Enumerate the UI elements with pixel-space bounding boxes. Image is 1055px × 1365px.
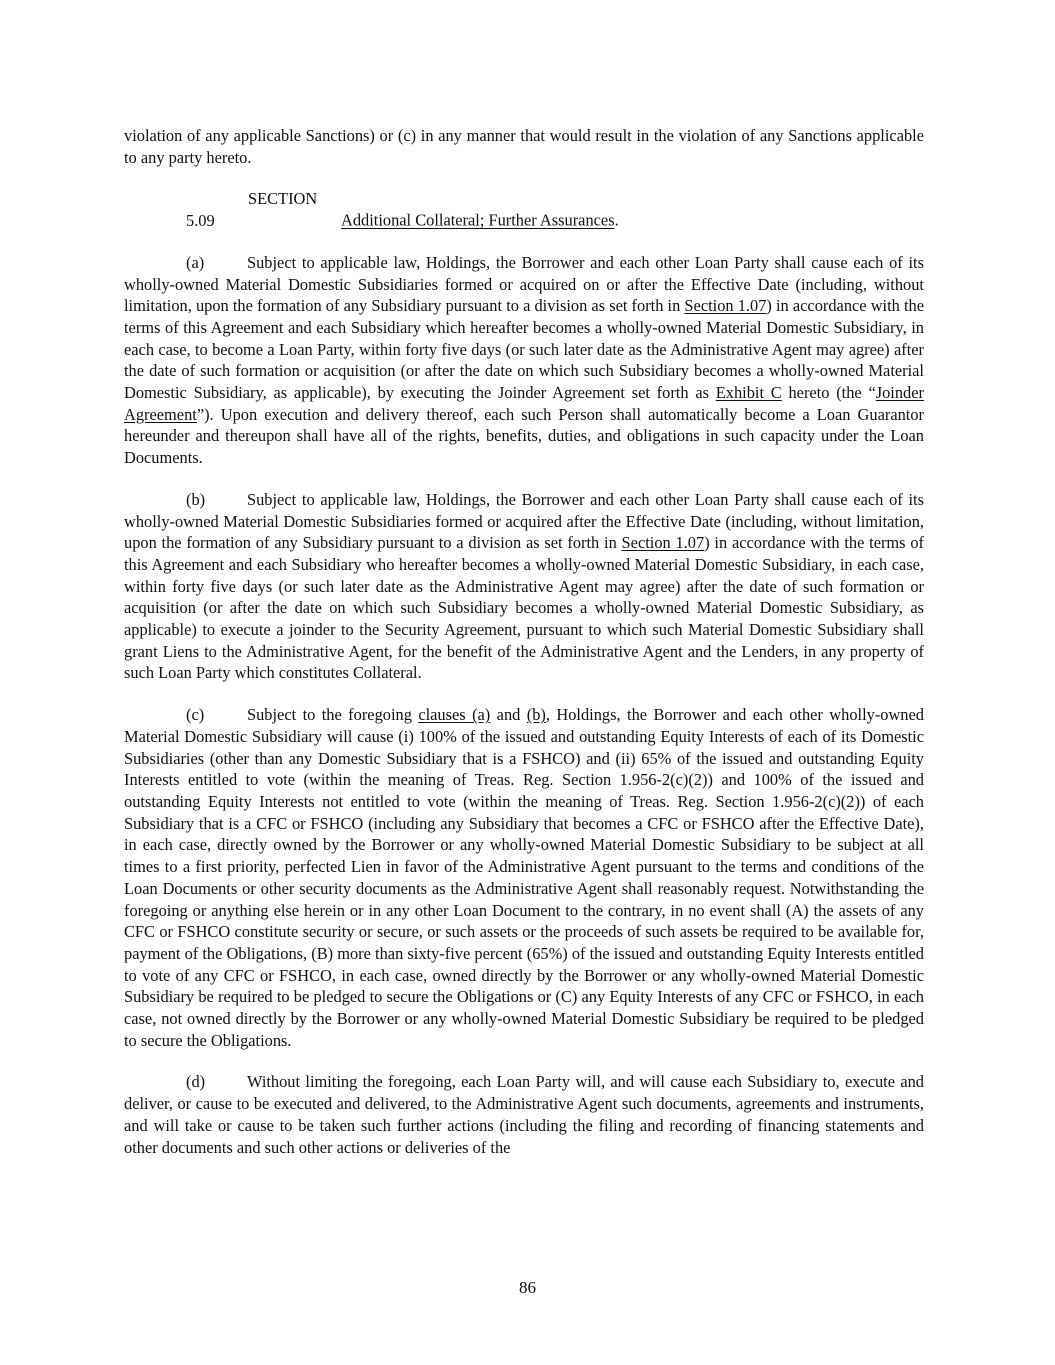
section-1-07-reference: Section 1.07 — [684, 296, 767, 316]
paragraph-c-label: (c) — [186, 705, 205, 725]
paragraph-a-label: (a) — [186, 252, 205, 272]
section-1-07-reference: Section 1.07 — [621, 533, 705, 553]
paragraph-b-text-1: Subject to applicable law, Holdings, the Borrower and each other Loan Party shall cause each of its wholly-owned Material Domestic Subsidiaries formed or acquired after the Effective Date (including, without limitation, upon the formation of any Subsidiary pursuant to a division as set forth in — [124, 489, 924, 553]
section-title-end: . — [614, 211, 619, 231]
intro-paragraph — [124, 125, 924, 168]
paragraph-c-text-2: and — [490, 705, 527, 725]
paragraph-b — [124, 489, 924, 684]
paragraph-b-text-2: ) in accordance with the terms of this Agreement and each Subsidiary who hereafter becomes a wholly-owned Material Domestic Subsidiary, in each case, within forty five days (or such later date as the Administrative Agent may agree) after the date of such formation or acquisition (or after the date on which such Subsidiary becomes a wholly-owned Material Domestic Subsidiary, as applicable) to execute a joinder to the Security Agreement, pursuant to which such Material Domestic Subsidiary shall grant Liens to the Administrative Agent, for the benefit of the Administrative Agent and the Lenders, in any property of such Loan Party which constitutes Collateral. — [124, 533, 924, 683]
section-heading — [124, 188, 924, 231]
section-title: Additional Collateral; Further Assurances — [341, 211, 615, 231]
paragraph-d-text-1: Without limiting the foregoing, each Loan Party will, and will cause each Subsidiary to, execute and deliver, or cause to be executed and delivered, to the Administrative Agent such documents, agreements and instruments, and will take or cause to be taken such further actions (including the filing and recording of financing statements and other documents and such other actions or deliveries of the — [124, 1072, 924, 1157]
paragraph-a — [124, 252, 924, 469]
paragraph-c — [124, 704, 924, 1051]
paragraph-a-text-3: hereto (the “ — [781, 383, 876, 403]
page-number: 86 — [519, 1278, 536, 1297]
paragraph-c-text-1: Subject to the foregoing — [247, 705, 419, 725]
paragraph-a-text-4: ”). Upon execution and delivery thereof, each such Person shall automatically become a Loan Guarantor hereunder and thereupon shall have all of the rights, benefits, duties, and obligations in such capacity under the Loan Documents. — [124, 404, 924, 468]
joinder-agreement-term: Joinder Agreement — [124, 383, 924, 424]
clause-b-reference: (b) — [526, 705, 546, 725]
clause-a-reference: clauses (a) — [418, 705, 491, 725]
paragraph-d — [124, 1071, 924, 1158]
paragraph-a-text-1: Subject to applicable law, Holdings, the Borrower and each other Loan Party shall cause each of its wholly-owned Material Domestic Subsidiaries formed or acquired on or after the Effective Date (including, without limitation, upon the formation of any Subsidiary pursuant to a division as set forth in — [124, 252, 924, 316]
paragraph-d-label: (d) — [186, 1072, 206, 1092]
exhibit-c-reference: Exhibit C — [715, 383, 782, 403]
paragraph-b-label: (b) — [186, 489, 206, 509]
section-number: SECTION 5.09 — [186, 189, 318, 231]
paragraph-c-text-3: , Holdings, the Borrower and each other wholly-owned Material Domestic Subsidiary will cause (i) 100% of the issued and outstanding Equity Interests of each of its Domestic Subsidiaries (other than any Domestic Subsidiary that is a FSHCO) and (ii) 65% of the issued and outstanding Equity Interests entitled to vote (within the meaning of Treas. Reg. Section 1.956-2(c)(2)) and 100% of the issued and outstanding Equity Interests not entitled to vote (within the meaning of Treas. Reg. Section 1.956-2(c)(2)) of each Subsidiary that is a CFC or FSHCO (including any Subsidiary that becomes a CFC or FSHCO after the Effective Date), in each case, directly owned by the Borrower or any wholly-owned Material Domestic Subsidiary to be subject at all times to a first priority, perfected Lien in favor of the Administrative Agent pursuant to the terms and conditions of the Loan Documents or other security documents as the Administrative Agent shall reasonably request. Notwithstanding the foregoing or anything else herein or in any other Loan Document to the contrary, in no event shall (A) the assets of any CFC or FSHCO constitute security or secure, or such assets or the proceeds of such assets be required to be available for, payment of the Obligations, (B) more than sixty-five percent (65%) of the issued and outstanding Equity Interests entitled to vote of any CFC or FSHCO, in each case, owned directly by the Borrower or any wholly-owned Material Domestic Subsidiary be required to be pledged to secure the Obligations or (C) any Equity Interests of any CFC or FSHCO, in each case, not owned directly by the Borrower or any wholly-owned Material Domestic Subsidiary be required to be pledged to secure the Obligations. — [124, 705, 924, 1050]
intro-text: violation of any applicable Sanctions) or (c) in any manner that would result in the violation of any Sanctions applicable to any party hereto. — [124, 126, 924, 167]
document-body — [124, 125, 924, 1158]
paragraph-a-text-2: ) in accordance with the terms of this Agreement and each Subsidiary which hereafter becomes a wholly-owned Material Domestic Subsidiary, in each case, to become a Loan Party, within forty five days (or such later date as the Administrative Agent may agree) after the date of such formation or acquisition (or after the date on which such Subsidiary becomes a wholly-owned Material Domestic Subsidiary, as applicable), by executing the Joinder Agreement set forth as — [124, 296, 924, 403]
